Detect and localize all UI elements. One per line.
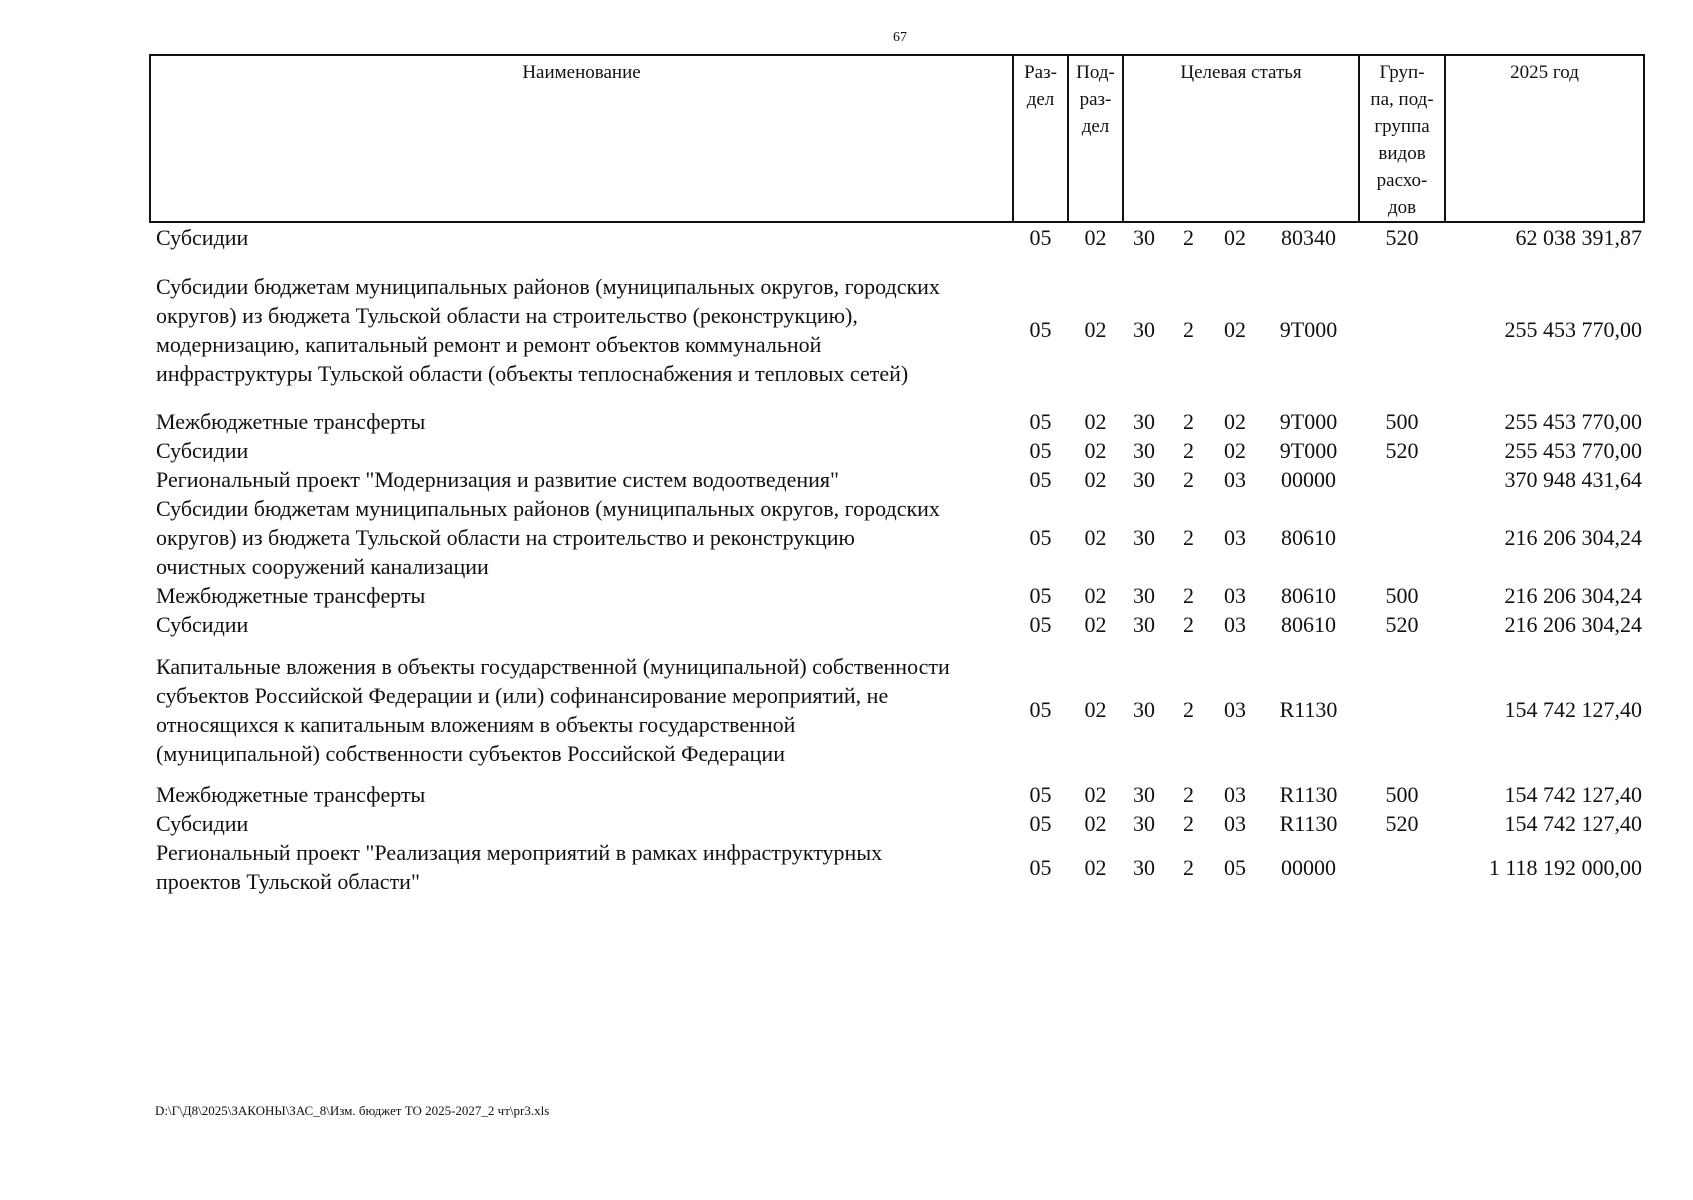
cell-vr: 520	[1385, 438, 1419, 463]
cell-vr: 500	[1385, 409, 1419, 434]
cell-t1: 30	[1133, 811, 1155, 836]
cell-t1: 30	[1133, 854, 1155, 880]
row-name	[150, 809, 1013, 838]
row-name-line: Региональный проект "Реализация мероприятий в рамках инфраструктурных	[156, 840, 883, 865]
table-row	[150, 809, 1644, 838]
cell-pr: 02	[1084, 438, 1107, 463]
page-number: 67	[893, 30, 907, 45]
row-name-line: очистных сооружений канализации	[156, 554, 489, 579]
row-name	[150, 494, 1013, 581]
cell-pr: 02	[1084, 854, 1107, 880]
table-row	[150, 436, 1644, 465]
row-name	[150, 222, 1013, 252]
budget-table	[149, 54, 1645, 896]
table-row	[150, 222, 1644, 252]
cell-pr: 02	[1084, 612, 1107, 637]
header-tselevaya: Целевая статья	[1123, 55, 1359, 222]
cell-vr: 520	[1385, 225, 1419, 250]
cell-t4: R1130	[1279, 811, 1338, 836]
cell-t4: 00000	[1281, 467, 1337, 492]
cell-t4: 80610	[1281, 525, 1337, 550]
cell-t4: 00000	[1281, 854, 1337, 880]
cell-t3: 02	[1224, 317, 1246, 342]
cell-r: 05	[1029, 583, 1052, 608]
cell-amount: 154 742 127,40	[1504, 782, 1643, 807]
cell-pr: 02	[1084, 583, 1107, 608]
row-name	[150, 407, 1013, 436]
cell-r: 05	[1029, 225, 1052, 250]
cell-vr	[1359, 465, 1445, 494]
row-name-line: инфраструктуры Тульской области (объекты теплоснабжения и тепловых сетей)	[156, 361, 909, 386]
row-name	[150, 436, 1013, 465]
header-year: 2025 год	[1445, 55, 1644, 222]
cell-t1: 30	[1133, 438, 1155, 463]
row-name	[150, 639, 1013, 780]
cell-t2: 2	[1183, 811, 1194, 836]
row-name	[150, 780, 1013, 809]
header-line: дов	[1387, 197, 1417, 218]
cell-vr	[1359, 838, 1445, 896]
cell-amount: 255 453 770,00	[1504, 409, 1643, 434]
row-name-line: относящихся к капитальным вложениям в объекты государственной	[156, 712, 796, 737]
header-podrazdel	[1068, 55, 1123, 222]
row-name-line: модернизацию, капитальный ремонт и ремонт объектов коммунальной	[156, 332, 822, 357]
cell-amount: 62 038 391,87	[1515, 225, 1643, 250]
cell-t2: 2	[1183, 612, 1194, 637]
cell-amount: 1 118 192 000,00	[1488, 854, 1643, 880]
cell-t2: 2	[1183, 467, 1194, 492]
cell-r: 05	[1029, 811, 1052, 836]
row-name-line: округов) из бюджета Тульской области на строительство и реконструкцию	[156, 525, 855, 550]
cell-pr: 02	[1084, 811, 1107, 836]
cell-r: 05	[1029, 525, 1052, 550]
header-line: па, под-	[1370, 89, 1434, 110]
table-row	[150, 407, 1644, 436]
header-gruppa	[1359, 55, 1445, 222]
header-line: видов	[1378, 143, 1426, 164]
cell-t3: 03	[1224, 811, 1246, 836]
header-razdel	[1013, 55, 1068, 222]
cell-amount: 255 453 770,00	[1504, 438, 1643, 463]
cell-t2: 2	[1183, 438, 1194, 463]
cell-t3: 02	[1224, 225, 1246, 250]
cell-amount: 216 206 304,24	[1504, 612, 1643, 637]
cell-t3: 03	[1224, 612, 1246, 637]
cell-t3: 05	[1224, 854, 1246, 880]
header-line: дел	[1081, 116, 1110, 137]
cell-t1: 30	[1133, 467, 1155, 492]
cell-t2: 2	[1183, 409, 1194, 434]
cell-t1: 30	[1133, 525, 1155, 550]
cell-vr: 520	[1385, 811, 1419, 836]
row-name-line: Региональный проект "Модернизация и развитие систем водоотведения"	[156, 467, 839, 492]
cell-t3: 03	[1224, 525, 1246, 550]
cell-amount: 370 948 431,64	[1504, 467, 1643, 492]
cell-t4: 80610	[1281, 583, 1337, 608]
cell-t2: 2	[1183, 854, 1194, 880]
cell-r: 05	[1029, 612, 1052, 637]
cell-r: 05	[1029, 317, 1052, 342]
row-name	[150, 838, 1013, 896]
cell-t2: 2	[1183, 525, 1194, 550]
cell-pr: 02	[1084, 467, 1107, 492]
cell-r: 05	[1029, 467, 1052, 492]
row-name-line: Субсидии бюджетам муниципальных районов (муниципальных округов, городских	[156, 274, 940, 299]
cell-t1: 30	[1133, 782, 1155, 807]
row-name	[150, 252, 1013, 407]
cell-r: 05	[1029, 438, 1052, 463]
cell-vr: 500	[1385, 583, 1419, 608]
cell-vr	[1359, 494, 1445, 581]
cell-t4: 9Т000	[1279, 438, 1338, 463]
cell-t4: R1130	[1279, 782, 1338, 807]
table-row	[150, 780, 1644, 809]
table-header-row	[150, 55, 1644, 222]
cell-amount: 255 453 770,00	[1504, 317, 1643, 342]
cell-vr	[1359, 639, 1445, 780]
table-row	[150, 610, 1644, 639]
cell-t3: 03	[1224, 467, 1246, 492]
header-line: Груп-	[1379, 62, 1425, 83]
footer-file-path: D:\Г\Д8\2025\ЗАКОНЫ\ЗАС_8\Изм. бюджет ТО 2025-2027_2 чт\pr3.xls	[155, 1103, 550, 1118]
row-name-line: Межбюджетные трансферты	[156, 782, 426, 807]
table-row	[150, 494, 1644, 581]
cell-vr: 500	[1385, 782, 1419, 807]
cell-amount: 154 742 127,40	[1504, 811, 1643, 836]
cell-t1: 30	[1133, 697, 1155, 722]
cell-t3: 02	[1224, 409, 1246, 434]
cell-t4: R1130	[1279, 697, 1338, 722]
cell-t4: 80610	[1281, 612, 1337, 637]
cell-r: 05	[1029, 854, 1052, 880]
row-name-line: Капитальные вложения в объекты государственной (муниципальной) собственности	[156, 654, 950, 679]
row-name-line: (муниципальной) собственности субъектов Российской Федерации	[156, 741, 785, 766]
row-name-line: Субсидии	[156, 225, 249, 250]
header-line: раз-	[1079, 89, 1112, 110]
cell-pr: 02	[1084, 317, 1107, 342]
header-line: Раз-	[1024, 62, 1057, 83]
cell-t1: 30	[1133, 317, 1155, 342]
cell-r: 05	[1029, 697, 1052, 722]
table-row	[150, 252, 1644, 407]
cell-amount: 154 742 127,40	[1504, 697, 1643, 722]
table-row	[150, 581, 1644, 610]
row-name-line: субъектов Российской Федерации и (или) софинансирование мероприятий, не	[156, 683, 889, 708]
cell-t4: 9Т000	[1279, 409, 1338, 434]
header-name: Наименование	[150, 55, 1013, 222]
cell-t2: 2	[1183, 317, 1194, 342]
cell-amount: 216 206 304,24	[1504, 525, 1643, 550]
cell-t3: 03	[1224, 697, 1246, 722]
cell-t2: 2	[1183, 697, 1194, 722]
row-name-line: проектов Тульской области"	[156, 869, 420, 894]
table-row	[150, 838, 1644, 896]
cell-t1: 30	[1133, 409, 1155, 434]
row-name	[150, 581, 1013, 610]
row-name-line: Субсидии	[156, 612, 249, 637]
row-name-line: Субсидии	[156, 811, 249, 836]
cell-t2: 2	[1183, 583, 1194, 608]
cell-r: 05	[1029, 409, 1052, 434]
header-line: Под-	[1076, 62, 1115, 83]
cell-t4: 80340	[1281, 225, 1337, 250]
row-name-line: Субсидии бюджетам муниципальных районов (муниципальных округов, городских	[156, 496, 940, 521]
cell-r: 05	[1029, 782, 1052, 807]
cell-pr: 02	[1084, 697, 1107, 722]
cell-t3: 02	[1224, 438, 1246, 463]
row-name-line: Субсидии	[156, 438, 249, 463]
table-row	[150, 465, 1644, 494]
cell-t3: 03	[1224, 583, 1246, 608]
row-name	[150, 610, 1013, 639]
row-name-line: округов) из бюджета Тульской области на строительство (реконструкцию),	[156, 303, 858, 328]
cell-t1: 30	[1133, 583, 1155, 608]
cell-t1: 30	[1133, 612, 1155, 637]
cell-t2: 2	[1183, 782, 1194, 807]
header-line: группа	[1374, 116, 1430, 137]
header-line: дел	[1026, 89, 1055, 110]
cell-vr	[1359, 252, 1445, 407]
cell-pr: 02	[1084, 225, 1107, 250]
cell-t3: 03	[1224, 782, 1246, 807]
cell-pr: 02	[1084, 525, 1107, 550]
row-name	[150, 465, 1013, 494]
header-line: расхо-	[1376, 170, 1428, 191]
table-body	[150, 222, 1644, 896]
cell-pr: 02	[1084, 409, 1107, 434]
cell-pr: 02	[1084, 782, 1107, 807]
cell-t2: 2	[1183, 225, 1194, 250]
cell-t4: 9Т000	[1279, 317, 1338, 342]
table-row	[150, 639, 1644, 780]
cell-amount: 216 206 304,24	[1504, 583, 1643, 608]
row-name-line: Межбюджетные трансферты	[156, 409, 426, 434]
cell-t1: 30	[1133, 225, 1155, 250]
row-name-line: Межбюджетные трансферты	[156, 583, 426, 608]
cell-vr: 520	[1385, 612, 1419, 637]
